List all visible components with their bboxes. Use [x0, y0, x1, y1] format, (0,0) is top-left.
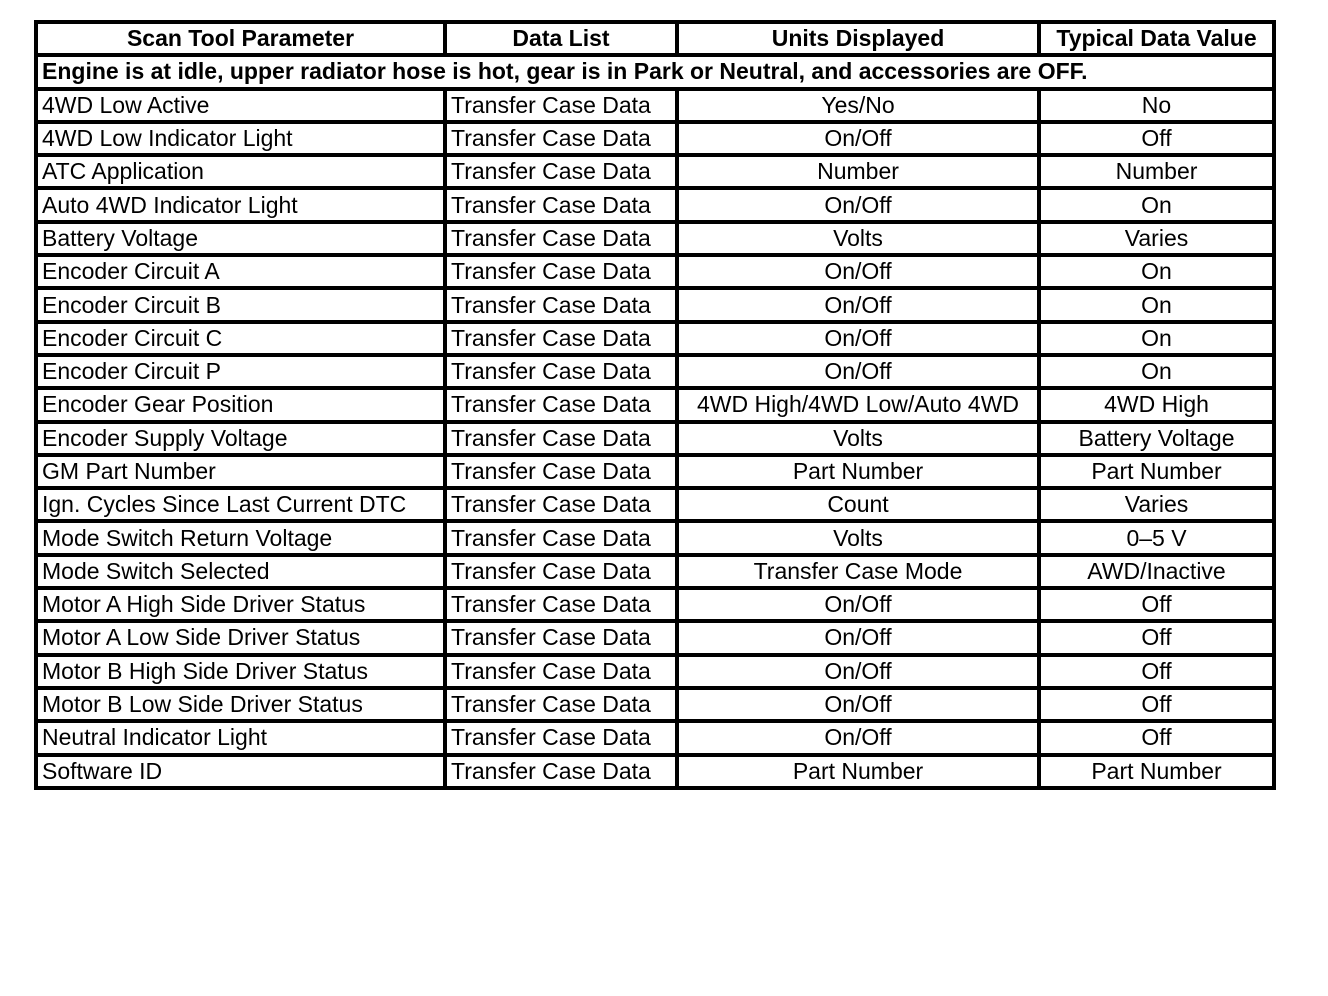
units-displayed-cell: On/Off	[677, 588, 1039, 621]
units-displayed-cell: On/Off	[677, 655, 1039, 688]
units-displayed-cell: On/Off	[677, 721, 1039, 754]
data-list-cell: Transfer Case Data	[445, 355, 677, 388]
typical-data-value-cell: Off	[1039, 721, 1274, 754]
units-displayed-cell: Transfer Case Mode	[677, 555, 1039, 588]
typical-data-value-cell: No	[1039, 89, 1274, 122]
units-displayed-cell: On/Off	[677, 355, 1039, 388]
parameter-cell: Ign. Cycles Since Last Current DTC	[36, 488, 445, 521]
scan-tool-data-table	[34, 20, 1276, 790]
typical-data-value-cell: Battery Voltage	[1039, 422, 1274, 455]
data-list-cell: Transfer Case Data	[445, 222, 677, 255]
parameter-cell: Mode Switch Return Voltage	[36, 521, 445, 554]
typical-data-value-cell: Off	[1039, 655, 1274, 688]
parameter-cell: Software ID	[36, 755, 445, 788]
table-row	[36, 688, 1274, 721]
data-list-cell: Transfer Case Data	[445, 621, 677, 654]
scan-tool-data-table-wrapper	[34, 20, 1272, 790]
units-displayed-cell: On/Off	[677, 188, 1039, 221]
parameter-cell: Battery Voltage	[36, 222, 445, 255]
data-list-cell: Transfer Case Data	[445, 521, 677, 554]
parameter-cell: Motor B Low Side Driver Status	[36, 688, 445, 721]
parameter-cell: Mode Switch Selected	[36, 555, 445, 588]
units-displayed-cell: On/Off	[677, 255, 1039, 288]
table-row	[36, 488, 1274, 521]
parameter-cell: Encoder Circuit P	[36, 355, 445, 388]
table-row	[36, 555, 1274, 588]
table-row	[36, 621, 1274, 654]
data-list-cell: Transfer Case Data	[445, 89, 677, 122]
data-list-cell: Transfer Case Data	[445, 555, 677, 588]
typical-data-value-cell: Off	[1039, 122, 1274, 155]
table-row	[36, 355, 1274, 388]
parameter-cell: 4WD Low Indicator Light	[36, 122, 445, 155]
parameter-cell: Encoder Circuit B	[36, 288, 445, 321]
units-displayed-cell: Volts	[677, 422, 1039, 455]
data-list-cell: Transfer Case Data	[445, 488, 677, 521]
data-list-cell: Transfer Case Data	[445, 455, 677, 488]
header-data-list: Data List	[445, 22, 677, 55]
typical-data-value-cell: Varies	[1039, 222, 1274, 255]
units-displayed-cell: On/Off	[677, 122, 1039, 155]
data-list-cell: Transfer Case Data	[445, 721, 677, 754]
parameter-cell: Encoder Supply Voltage	[36, 422, 445, 455]
table-row	[36, 521, 1274, 554]
table-row	[36, 388, 1274, 421]
header-typical-data-value: Typical Data Value	[1039, 22, 1274, 55]
units-displayed-cell: 4WD High/4WD Low/Auto 4WD	[677, 388, 1039, 421]
data-list-cell: Transfer Case Data	[445, 655, 677, 688]
typical-data-value-cell: 0–5 V	[1039, 521, 1274, 554]
table-row	[36, 422, 1274, 455]
typical-data-value-cell: Part Number	[1039, 755, 1274, 788]
typical-data-value-cell: On	[1039, 355, 1274, 388]
units-displayed-cell: Count	[677, 488, 1039, 521]
data-list-cell: Transfer Case Data	[445, 422, 677, 455]
table-row	[36, 455, 1274, 488]
typical-data-value-cell: AWD/Inactive	[1039, 555, 1274, 588]
parameter-cell: Encoder Circuit A	[36, 255, 445, 288]
data-list-cell: Transfer Case Data	[445, 122, 677, 155]
parameter-cell: Encoder Circuit C	[36, 322, 445, 355]
typical-data-value-cell: On	[1039, 288, 1274, 321]
data-list-cell: Transfer Case Data	[445, 588, 677, 621]
table-row	[36, 755, 1274, 788]
units-displayed-cell: On/Off	[677, 322, 1039, 355]
typical-data-value-cell: Off	[1039, 688, 1274, 721]
parameter-cell: 4WD Low Active	[36, 89, 445, 122]
header-row	[36, 22, 1274, 55]
typical-data-value-cell: Varies	[1039, 488, 1274, 521]
parameter-cell: Neutral Indicator Light	[36, 721, 445, 754]
typical-data-value-cell: On	[1039, 255, 1274, 288]
units-displayed-cell: Volts	[677, 521, 1039, 554]
parameter-cell: ATC Application	[36, 155, 445, 188]
parameter-cell: Motor B High Side Driver Status	[36, 655, 445, 688]
parameter-cell: Auto 4WD Indicator Light	[36, 188, 445, 221]
units-displayed-cell: On/Off	[677, 621, 1039, 654]
header-units-displayed: Units Displayed	[677, 22, 1039, 55]
data-list-cell: Transfer Case Data	[445, 322, 677, 355]
parameter-cell: Motor A High Side Driver Status	[36, 588, 445, 621]
typical-data-value-cell: On	[1039, 322, 1274, 355]
table-row	[36, 255, 1274, 288]
data-list-cell: Transfer Case Data	[445, 688, 677, 721]
typical-data-value-cell: Off	[1039, 588, 1274, 621]
data-list-cell: Transfer Case Data	[445, 188, 677, 221]
units-displayed-cell: On/Off	[677, 688, 1039, 721]
table-row	[36, 155, 1274, 188]
table-row	[36, 222, 1274, 255]
table-row	[36, 288, 1274, 321]
typical-data-value-cell: Off	[1039, 621, 1274, 654]
data-list-cell: Transfer Case Data	[445, 755, 677, 788]
typical-data-value-cell: Number	[1039, 155, 1274, 188]
units-displayed-cell: Volts	[677, 222, 1039, 255]
data-list-cell: Transfer Case Data	[445, 255, 677, 288]
units-displayed-cell: Part Number	[677, 455, 1039, 488]
header-scan-tool-parameter: Scan Tool Parameter	[36, 22, 445, 55]
typical-data-value-cell: On	[1039, 188, 1274, 221]
table-row	[36, 655, 1274, 688]
table-row	[36, 721, 1274, 754]
table-row	[36, 188, 1274, 221]
table-row	[36, 322, 1274, 355]
data-list-cell: Transfer Case Data	[445, 388, 677, 421]
data-list-cell: Transfer Case Data	[445, 288, 677, 321]
parameter-cell: Encoder Gear Position	[36, 388, 445, 421]
units-displayed-cell: Part Number	[677, 755, 1039, 788]
typical-data-value-cell: Part Number	[1039, 455, 1274, 488]
units-displayed-cell: On/Off	[677, 288, 1039, 321]
table-body	[36, 55, 1274, 788]
table-row	[36, 588, 1274, 621]
units-displayed-cell: Yes/No	[677, 89, 1039, 122]
parameter-cell: Motor A Low Side Driver Status	[36, 621, 445, 654]
typical-data-value-cell: 4WD High	[1039, 388, 1274, 421]
condition-row	[36, 55, 1274, 88]
table-row	[36, 89, 1274, 122]
parameter-cell: GM Part Number	[36, 455, 445, 488]
data-list-cell: Transfer Case Data	[445, 155, 677, 188]
units-displayed-cell: Number	[677, 155, 1039, 188]
test-condition-text: Engine is at idle, upper radiator hose is hot, gear is in Park or Neutral, and accessories are OFF.	[36, 55, 1274, 88]
table-row	[36, 122, 1274, 155]
